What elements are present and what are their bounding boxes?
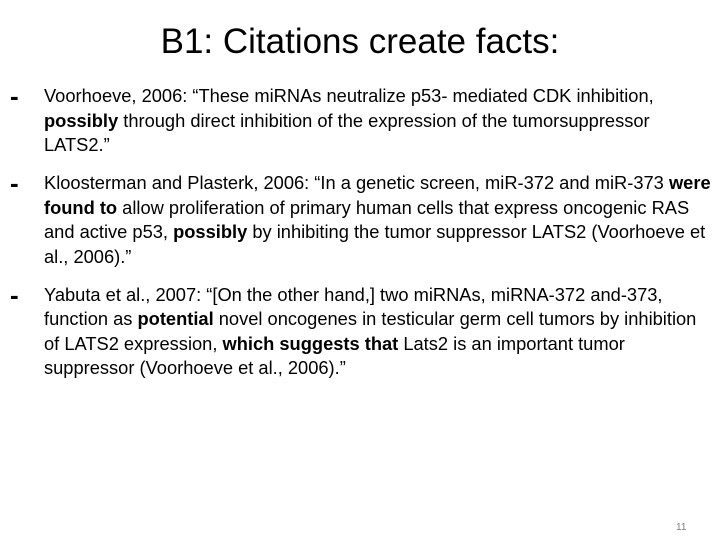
bullet-marker: -	[10, 279, 19, 310]
bullet-item-kloosterman	[0, 168, 728, 269]
text-segment: through direct inhibition of the expression of the tumorsuppressor LATS2.”	[44, 109, 650, 155]
text-segment: Kloosterman and Plasterk, 2006: “In a genetic screen, miR-372 and miR-373	[44, 172, 669, 193]
bullet-item-yabuta	[0, 279, 728, 381]
emphasis-segment: possibly	[173, 221, 248, 242]
text-segment: Voorhoeve, 2006: “These miRNAs neutralize p53- mediated CDK inhibition,	[44, 85, 654, 106]
text-segment: Lats2 is an important tumor suppressor (Voorhoeve et al., 2006).”	[44, 332, 625, 378]
bullet-marker: -	[10, 168, 19, 198]
bullet-text	[44, 171, 716, 269]
text-segment: novel oncogenes in testicular germ cell tumors by inhibition of LATS2 expression,	[44, 308, 697, 354]
bullet-list	[0, 81, 728, 394]
emphasis-segment: possibly	[44, 109, 119, 131]
text-segment: by inhibiting the tumor suppressor LATS2 (Voorhoeve et al., 2006).”	[44, 221, 706, 267]
emphasis-segment: potential	[137, 308, 214, 329]
bullet-marker: -	[10, 81, 19, 111]
emphasis-segment: were found to	[44, 172, 711, 218]
bullet-item-voorhoeve	[0, 81, 728, 158]
page-number: 11	[676, 522, 687, 533]
emphasis-segment: which suggests that	[222, 332, 399, 354]
bullet-text	[44, 283, 716, 381]
slide-title: B1: Citations create facts:	[160, 22, 560, 61]
bullet-text	[44, 84, 716, 158]
text-segment: allow proliferation of primary human cells that express oncogenic RAS and active p53,	[44, 196, 690, 242]
text-segment: Yabuta et al., 2007: “[On the other hand,] two miRNAs, miRNA-372 and-373, function as	[44, 283, 663, 329]
